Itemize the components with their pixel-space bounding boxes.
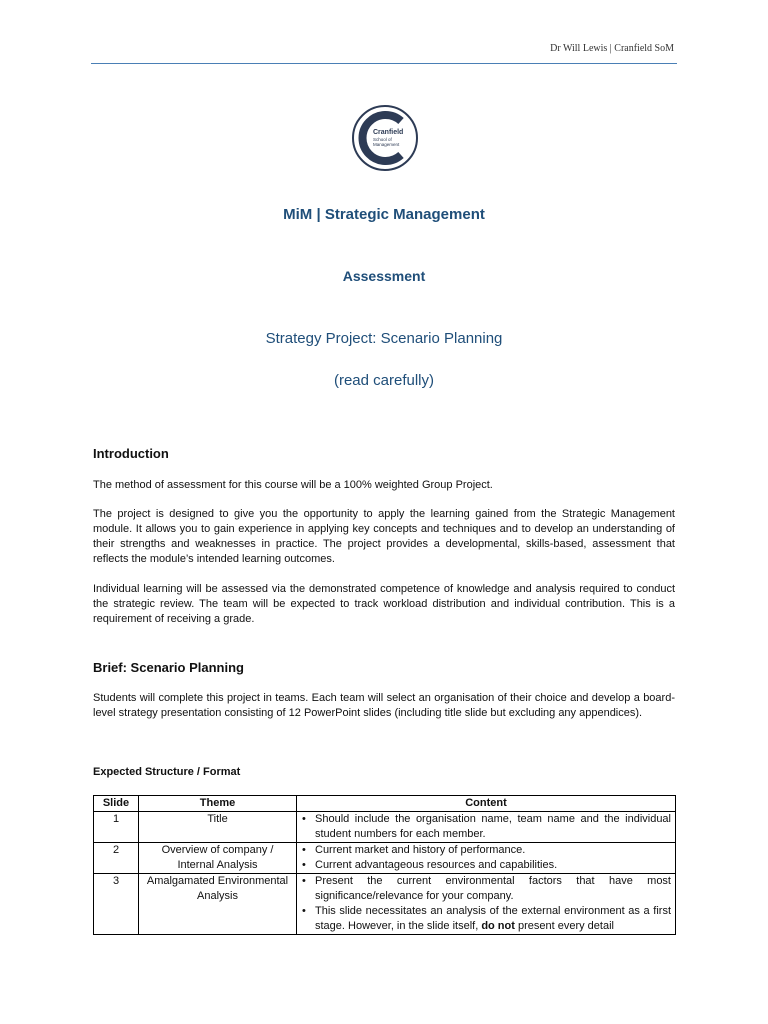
logo-line-3: Management — [373, 142, 400, 147]
introduction-heading: Introduction — [93, 446, 169, 461]
running-header: Dr Will Lewis | Cranfield SoM — [550, 43, 674, 54]
slide-theme: Amalgamated Environmental Analysis — [139, 874, 297, 935]
bullet-emphasis: do not — [481, 920, 515, 932]
structure-heading: Expected Structure / Format — [93, 766, 241, 778]
header-divider — [91, 63, 677, 64]
project-title: Strategy Project: Scenario Planning — [265, 330, 503, 347]
header-content: Content — [297, 796, 676, 812]
logo-line-2: School of — [373, 137, 392, 142]
content-bullet: • Should include the organisation name, team name and the individual student numbers for each member. — [313, 812, 671, 842]
course-title: MiM | Strategic Management — [283, 206, 485, 223]
slide-theme: Overview of company / Internal Analysis — [139, 843, 297, 874]
slide-content — [297, 843, 676, 874]
slide-number: 2 — [94, 843, 139, 874]
table-row — [94, 812, 676, 843]
bullet-text: present every detail — [514, 920, 614, 932]
table-row — [94, 874, 676, 935]
content-bullet-mixed — [313, 904, 671, 934]
cranfield-logo — [351, 104, 419, 172]
structure-table — [93, 795, 676, 935]
header-theme: Theme — [139, 796, 297, 812]
logo-line-1: Cranfield — [373, 129, 404, 136]
table-row — [94, 843, 676, 874]
assessment-title: Assessment — [342, 268, 426, 284]
content-bullet: • Current market and history of performance. — [313, 843, 671, 858]
read-note: (read carefully) — [333, 372, 435, 389]
slide-content — [297, 874, 676, 935]
slide-content — [297, 812, 676, 843]
slide-number: 3 — [94, 874, 139, 935]
brief-heading: Brief: Scenario Planning — [93, 660, 244, 675]
brief-paragraph: Students will complete this project in teams. Each team will select an organisation of their choice and develop a board-level strategy presentation consisting of 12 PowerPoint slides (including title slide but excluding any appendices). — [93, 692, 675, 719]
bullet-text: This slide necessitates an analysis of the external environment as a first stage. However, in the slide itself, — [315, 905, 671, 932]
intro-paragraph-2: The project is designed to give you the opportunity to apply the learning gained from the Strategic Management module. It allows you to gain experience in applying key concepts and techniques and to develop an understanding of their strengths and weaknesses in practice. The project provides a developmental, skills-based, assessment that reflects the module’s intended learning outcomes. — [93, 508, 675, 565]
header-slide: Slide — [94, 796, 139, 812]
content-bullet: • Current advantageous resources and capabilities. — [313, 858, 671, 873]
table-header-row — [94, 796, 676, 812]
content-bullet: • Present the current environmental factors that have most significance/relevance for your company. — [313, 874, 671, 904]
slide-theme: Title — [139, 812, 297, 843]
intro-paragraph-3: Individual learning will be assessed via the demonstrated competence of knowledge and analysis required to conduct the strategic review. The team will be expected to track workload distribution and individual contribution. This is a requirement of receiving a grade. — [93, 583, 675, 625]
slide-number: 1 — [94, 812, 139, 843]
intro-paragraph-1: The method of assessment for this course will be a 100% weighted Group Project. — [93, 479, 493, 491]
